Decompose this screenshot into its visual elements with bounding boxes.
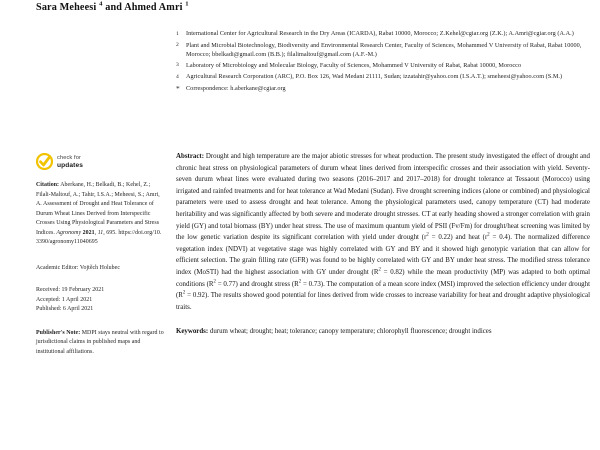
author-affiliation-sup-4: 4 [99, 0, 103, 8]
citation-title: Assessment of Drought and Heat Tolerance of Durum Wheat Lines Derived from Interspecific Crosses Using Physiological Parameters and Stress Indices. [36, 201, 160, 236]
abstract-sup-a: 2 [426, 232, 429, 238]
abstract-sup-c: 2 [378, 267, 381, 273]
citation-authors: Aberkane, H.; Belkadi, B.; Kehel, Z.; Filali-Maltouf, A.; Tahir, I.S.A.; Meheesi, S.; Amri, A. [36, 182, 160, 207]
abstract-sup-f: 2 [182, 290, 186, 296]
date-published: Published: 6 April 2021 [36, 306, 94, 312]
publishers-note [36, 329, 164, 358]
sidebar [36, 153, 164, 366]
abstract-sup-e: 2 [298, 279, 302, 285]
citation-doi-link[interactable]: https://doi.org/10.3390/agronomy11040695 [36, 229, 162, 245]
citation-block [36, 181, 164, 248]
affiliation-row [176, 29, 588, 39]
date-accepted: Accepted: 1 April 2021 [36, 296, 93, 303]
author-line [36, 1, 456, 14]
abstract-sup-d: 2 [213, 279, 216, 285]
affiliation-row [176, 72, 588, 82]
abstract-text-part-3: = 0.4). The normalized difference vegetation index (NDVI) at vegetative stage was highly correlated with GY and BY and it showed high genotypic variation that can allow for efficient selection. The grain filling rate (GFR) was found to be highly correlated with GY and BY under heat stress. The modified stress tolerance index (MoSTI) had the highest association with GY under drought (R [176, 234, 590, 276]
affiliation-text: International Center for Agricultural Research in the Dry Areas (ICARDA), Rabat 10000, Morocco; Z.Kehel@cgiar.org (Z.K.); A.Amri@cgiar.org (A.A.) [186, 30, 574, 37]
correspondence-marker: * [176, 83, 180, 93]
keywords-text: durum wheat; drought; heat; tolerance; canopy temperature; chlorophyll fluorescence; drought indices [208, 328, 492, 336]
affiliation-marker: 2 [176, 42, 179, 49]
date-received: Received: 19 February 2021 [36, 287, 105, 293]
affiliation-marker: 3 [176, 62, 179, 69]
affiliations-list [176, 29, 588, 95]
abstract-text-part-6: = 0.73). The computation of a mean score index (MSI) improved the selection efficiency under drought (R [176, 280, 590, 300]
correspondence-text: Correspondence: h.aberkane@cgiar.org [186, 84, 286, 92]
affiliation-text: Agricultural Research Corporation (ARC), P.O. Box 126, Wad Medani 21111, Sudan; izzatahir@yahoo.com (I.S.A.T.); smeheesi@yahoo.com (S.M.) [186, 73, 563, 81]
affiliation-row [176, 41, 588, 60]
abstract-text-part-7: = 0.92). The results showed good potential for lines derived from wide crosses to increase variability for heat and drought adaptive physiological traits. [176, 292, 590, 311]
affiliation-text: Laboratory of Microbiology and Molecular Biology, Faculty of Sciences, Mohammed V University of Rabat, Rabat 10000, Morocco [186, 61, 522, 69]
publishers-note-text: MDPI stays neutral with regard to jurisdictional claims in published maps and institutional affiliations. [36, 329, 164, 355]
updates-badge-line2: updates [57, 161, 83, 169]
updates-badge-label [57, 155, 83, 169]
affiliation-marker: 4 [176, 73, 179, 80]
updates-badge-line1: check for [57, 154, 81, 161]
citation-pages: , 695. [103, 229, 119, 236]
keywords-line [176, 326, 590, 338]
affiliation-text: Plant and Microbial Biotechnology, Biodiversity and Environmental Research Center, Faculty of Sciences, Mohammed V University of Rabat, Rabat 10000, Morocco; bbelkadi@gmail.com (B.B.); filalimaltouf@gmail.com (A.F.-M.) [186, 41, 582, 58]
citation-year: 2021 [81, 229, 95, 236]
keywords-label: Keywords: [176, 328, 209, 336]
check-circle-icon [36, 153, 53, 170]
abstract-text-part-5: = 0.77) and drought stress (R [215, 280, 299, 288]
citation-volume: , 11 [94, 229, 104, 236]
publishers-note-label: Publisher's Note: [36, 329, 81, 336]
academic-editor: Academic Editor: Vojtěch Holubec [36, 264, 120, 271]
correspondence-row [176, 84, 588, 94]
affiliation-marker: 1 [176, 30, 179, 37]
author-name-meheesi: Sara Meheesi [36, 2, 100, 13]
abstract-text-part-4: = 0.82) while the mean productivity (MP) was adapted to both optimal conditions (R [176, 268, 590, 288]
author-affiliation-sup-1: 1 [185, 0, 189, 8]
abstract-text-part-1: Drought and high temperature are the major abiotic stresses for wheat production. The present study investigated the effect of drought and chronic heat stress on physiological parameters of durum wheat lines derived from interspecific crosses and their association with yield. Seventy-seven durum wheat lines were evaluated during two seasons (2016–2017 and 2017–2018) for drought tolerance at Tessaout (Morocco) using irrigated and rainfed treatments and for heat tolerance at Wad Medani (Sudan). Five drought screening indices (alone or combined) and physiological parameters were used to assess drought and heat tolerance. Among the physiological parameters used, canopy temperature (CT) had moderate heritability and was significantly affected by both severe and moderate drought stresses. CT at early heading showed a stronger correlation with grain yield (GY) and total biomass (BY) under heat stress. The use of maximum quantum yield of PSII (Fv/Fm) for drought/heat screening was limited by the low genetic variation despite its significant correlation with yield under drought (r [176, 153, 590, 242]
abstract-text-part-2: = 0.22) and heat (r [428, 234, 488, 242]
author-conjunction: and Ahmed Amri [102, 2, 186, 13]
citation-journal: Agronomy [56, 229, 82, 236]
crossmark-updates-badge[interactable] [36, 153, 120, 170]
abstract-sup-b: 2 [487, 232, 490, 238]
abstract-paragraph [176, 151, 590, 313]
main-column [176, 151, 590, 338]
abstract-label: Abstract: [176, 153, 205, 160]
affiliation-row [176, 61, 588, 71]
citation-label: Citation: [36, 182, 60, 188]
article-dates [36, 286, 164, 315]
